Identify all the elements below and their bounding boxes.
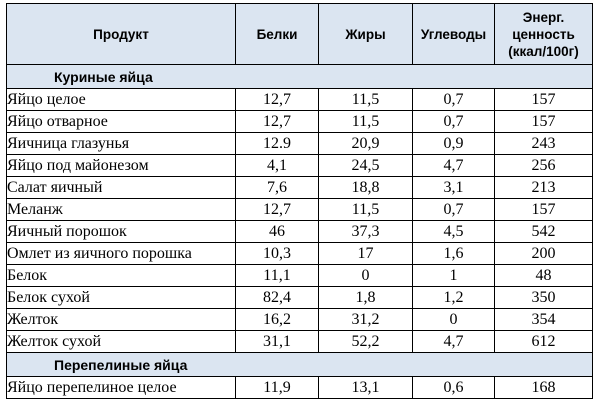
- cell-energy: 612: [495, 331, 593, 353]
- cell-carbs: 1,2: [413, 287, 495, 309]
- nutrition-table: [6, 3, 593, 399]
- cell-energy: 157: [495, 111, 593, 133]
- cell-product: Белок сухой: [7, 287, 236, 309]
- cell-fat: 13,1: [319, 377, 413, 399]
- cell-fat: 11,5: [319, 111, 413, 133]
- header-energy: Энерг. ценность (ккал/100г): [495, 4, 593, 65]
- cell-protein: 12.9: [236, 133, 319, 155]
- cell-energy: 350: [495, 287, 593, 309]
- table-row: [7, 111, 593, 133]
- cell-protein: 31,1: [236, 331, 319, 353]
- header-row: [7, 4, 593, 65]
- table-row: [7, 177, 593, 199]
- cell-protein: 4,1: [236, 155, 319, 177]
- cell-product: Яйцо под майонезом: [7, 155, 236, 177]
- cell-carbs: 0,7: [413, 111, 495, 133]
- cell-product: Яичница глазунья: [7, 133, 236, 155]
- cell-carbs: 4,7: [413, 155, 495, 177]
- cell-product: Желток: [7, 309, 236, 331]
- cell-carbs: 4,5: [413, 221, 495, 243]
- cell-fat: 1,8: [319, 287, 413, 309]
- cell-carbs: 0,7: [413, 89, 495, 111]
- cell-product: Меланж: [7, 199, 236, 221]
- header-fat: Жиры: [319, 4, 413, 65]
- cell-energy: 157: [495, 199, 593, 221]
- cell-fat: 31,2: [319, 309, 413, 331]
- cell-product: Белок: [7, 265, 236, 287]
- header-protein: Белки: [236, 4, 319, 65]
- cell-protein: 11,1: [236, 265, 319, 287]
- cell-product: Яйцо перепелиное целое: [7, 377, 236, 399]
- table-row: [7, 221, 593, 243]
- cell-carbs: 0: [413, 309, 495, 331]
- cell-energy: 256: [495, 155, 593, 177]
- cell-fat: 52,2: [319, 331, 413, 353]
- cell-energy: 542: [495, 221, 593, 243]
- section-row: [7, 65, 593, 89]
- cell-energy: 48: [495, 265, 593, 287]
- cell-fat: 20,9: [319, 133, 413, 155]
- cell-fat: 17: [319, 243, 413, 265]
- table-row: [7, 133, 593, 155]
- cell-product: Яичный порошок: [7, 221, 236, 243]
- cell-protein: 46: [236, 221, 319, 243]
- cell-fat: 37,3: [319, 221, 413, 243]
- table-row: [7, 309, 593, 331]
- cell-carbs: 0,9: [413, 133, 495, 155]
- table-row: [7, 243, 593, 265]
- table-row: [7, 89, 593, 111]
- cell-fat: 18,8: [319, 177, 413, 199]
- cell-carbs: 0,7: [413, 199, 495, 221]
- cell-protein: 12,7: [236, 111, 319, 133]
- cell-fat: 11,5: [319, 199, 413, 221]
- section-title: Куриные яйца: [7, 65, 593, 89]
- table-row: [7, 265, 593, 287]
- cell-protein: 82,4: [236, 287, 319, 309]
- table-row: [7, 287, 593, 309]
- cell-protein: 16,2: [236, 309, 319, 331]
- cell-energy: 157: [495, 89, 593, 111]
- cell-protein: 7,6: [236, 177, 319, 199]
- table-body: [7, 65, 593, 399]
- header-product: Продукт: [7, 4, 236, 65]
- cell-product: Яйцо отварное: [7, 111, 236, 133]
- cell-product: Салат яичный: [7, 177, 236, 199]
- cell-fat: 0: [319, 265, 413, 287]
- cell-product: Яйцо целое: [7, 89, 236, 111]
- cell-protein: 12,7: [236, 199, 319, 221]
- cell-carbs: 0,6: [413, 377, 495, 399]
- cell-energy: 354: [495, 309, 593, 331]
- cell-protein: 11,9: [236, 377, 319, 399]
- header-carbs: Углеводы: [413, 4, 495, 65]
- cell-carbs: 4,7: [413, 331, 495, 353]
- cell-fat: 24,5: [319, 155, 413, 177]
- cell-energy: 213: [495, 177, 593, 199]
- table-row: [7, 155, 593, 177]
- table-row: [7, 331, 593, 353]
- section-row: [7, 353, 593, 377]
- cell-protein: 12,7: [236, 89, 319, 111]
- cell-carbs: 3,1: [413, 177, 495, 199]
- nutrition-table-container: [6, 3, 592, 399]
- cell-carbs: 1: [413, 265, 495, 287]
- table-row: [7, 199, 593, 221]
- cell-energy: 200: [495, 243, 593, 265]
- section-title: Перепелиные яйца: [7, 353, 593, 377]
- cell-energy: 243: [495, 133, 593, 155]
- cell-energy: 168: [495, 377, 593, 399]
- cell-product: Желток сухой: [7, 331, 236, 353]
- table-row: [7, 377, 593, 399]
- cell-carbs: 1,6: [413, 243, 495, 265]
- cell-protein: 10,3: [236, 243, 319, 265]
- cell-fat: 11,5: [319, 89, 413, 111]
- cell-product: Омлет из яичного порошка: [7, 243, 236, 265]
